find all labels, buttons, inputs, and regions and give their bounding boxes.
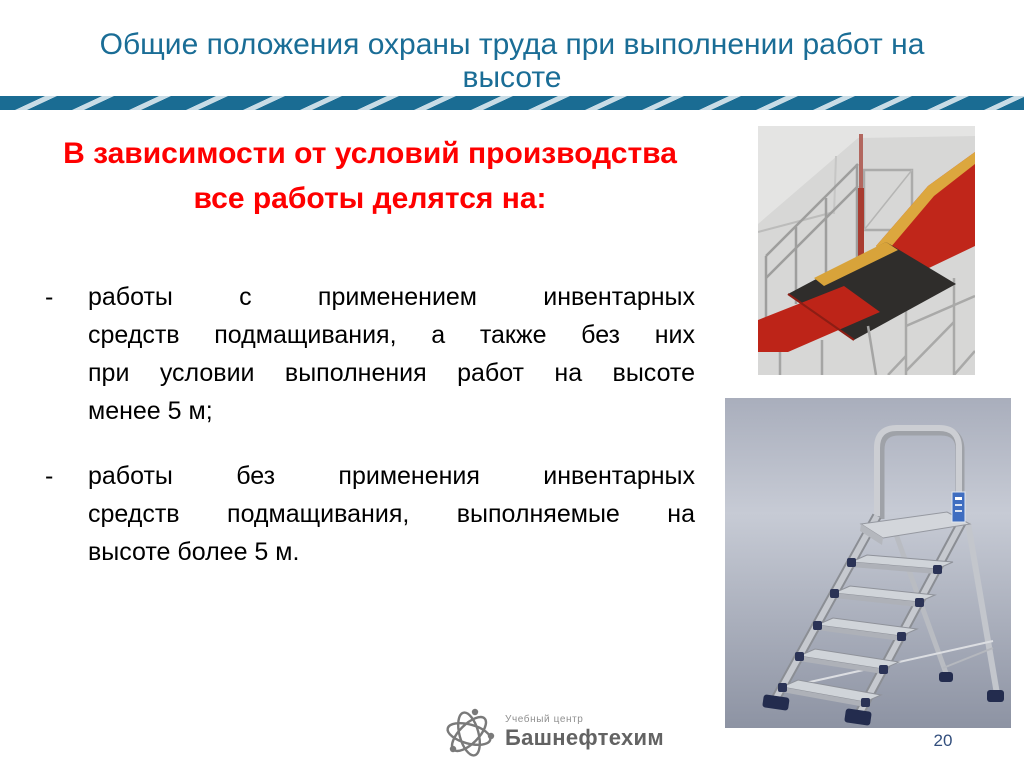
scaffolding-photo	[758, 126, 975, 375]
bullet-dash: -	[45, 283, 54, 311]
atom-icon	[441, 704, 497, 760]
page-number: 20	[933, 731, 953, 750]
bullet-list	[45, 278, 695, 571]
section-heading-line-2: все работы делятся на:	[193, 182, 547, 215]
section-heading	[45, 131, 695, 221]
bullet-dash: -	[45, 462, 54, 490]
logo-name: Башнефтехим	[505, 724, 664, 750]
bullet-text: работы с применением инвентарных средств подмащивания, а также без них при условии выполнения работ на высоте менее 5 м;	[88, 283, 695, 425]
ribbon-stripes	[0, 96, 1024, 110]
bullet-text: работы без применения инвентарных средств подмащивания, выполняемые на высоте более 5 м.	[88, 462, 695, 566]
list-item	[45, 278, 695, 430]
stepladder-photo-image	[725, 398, 1011, 728]
page-title-line-1: Общие положения охраны труда при выполнении работ на	[99, 28, 925, 61]
title-underline-ribbon	[0, 96, 1024, 110]
stepladder-photo	[725, 398, 1011, 728]
logo-text	[505, 714, 664, 751]
list-item	[45, 457, 695, 571]
scaffolding-photo-image	[758, 126, 975, 375]
page-title-line-2: высоте	[462, 61, 562, 94]
section-heading-line-1: В зависимости от условий производства	[63, 137, 677, 170]
page-title	[12, 28, 1012, 94]
logo-subtitle: Учебный центр	[505, 713, 584, 725]
logo	[441, 704, 664, 760]
body-text-column	[45, 131, 695, 571]
